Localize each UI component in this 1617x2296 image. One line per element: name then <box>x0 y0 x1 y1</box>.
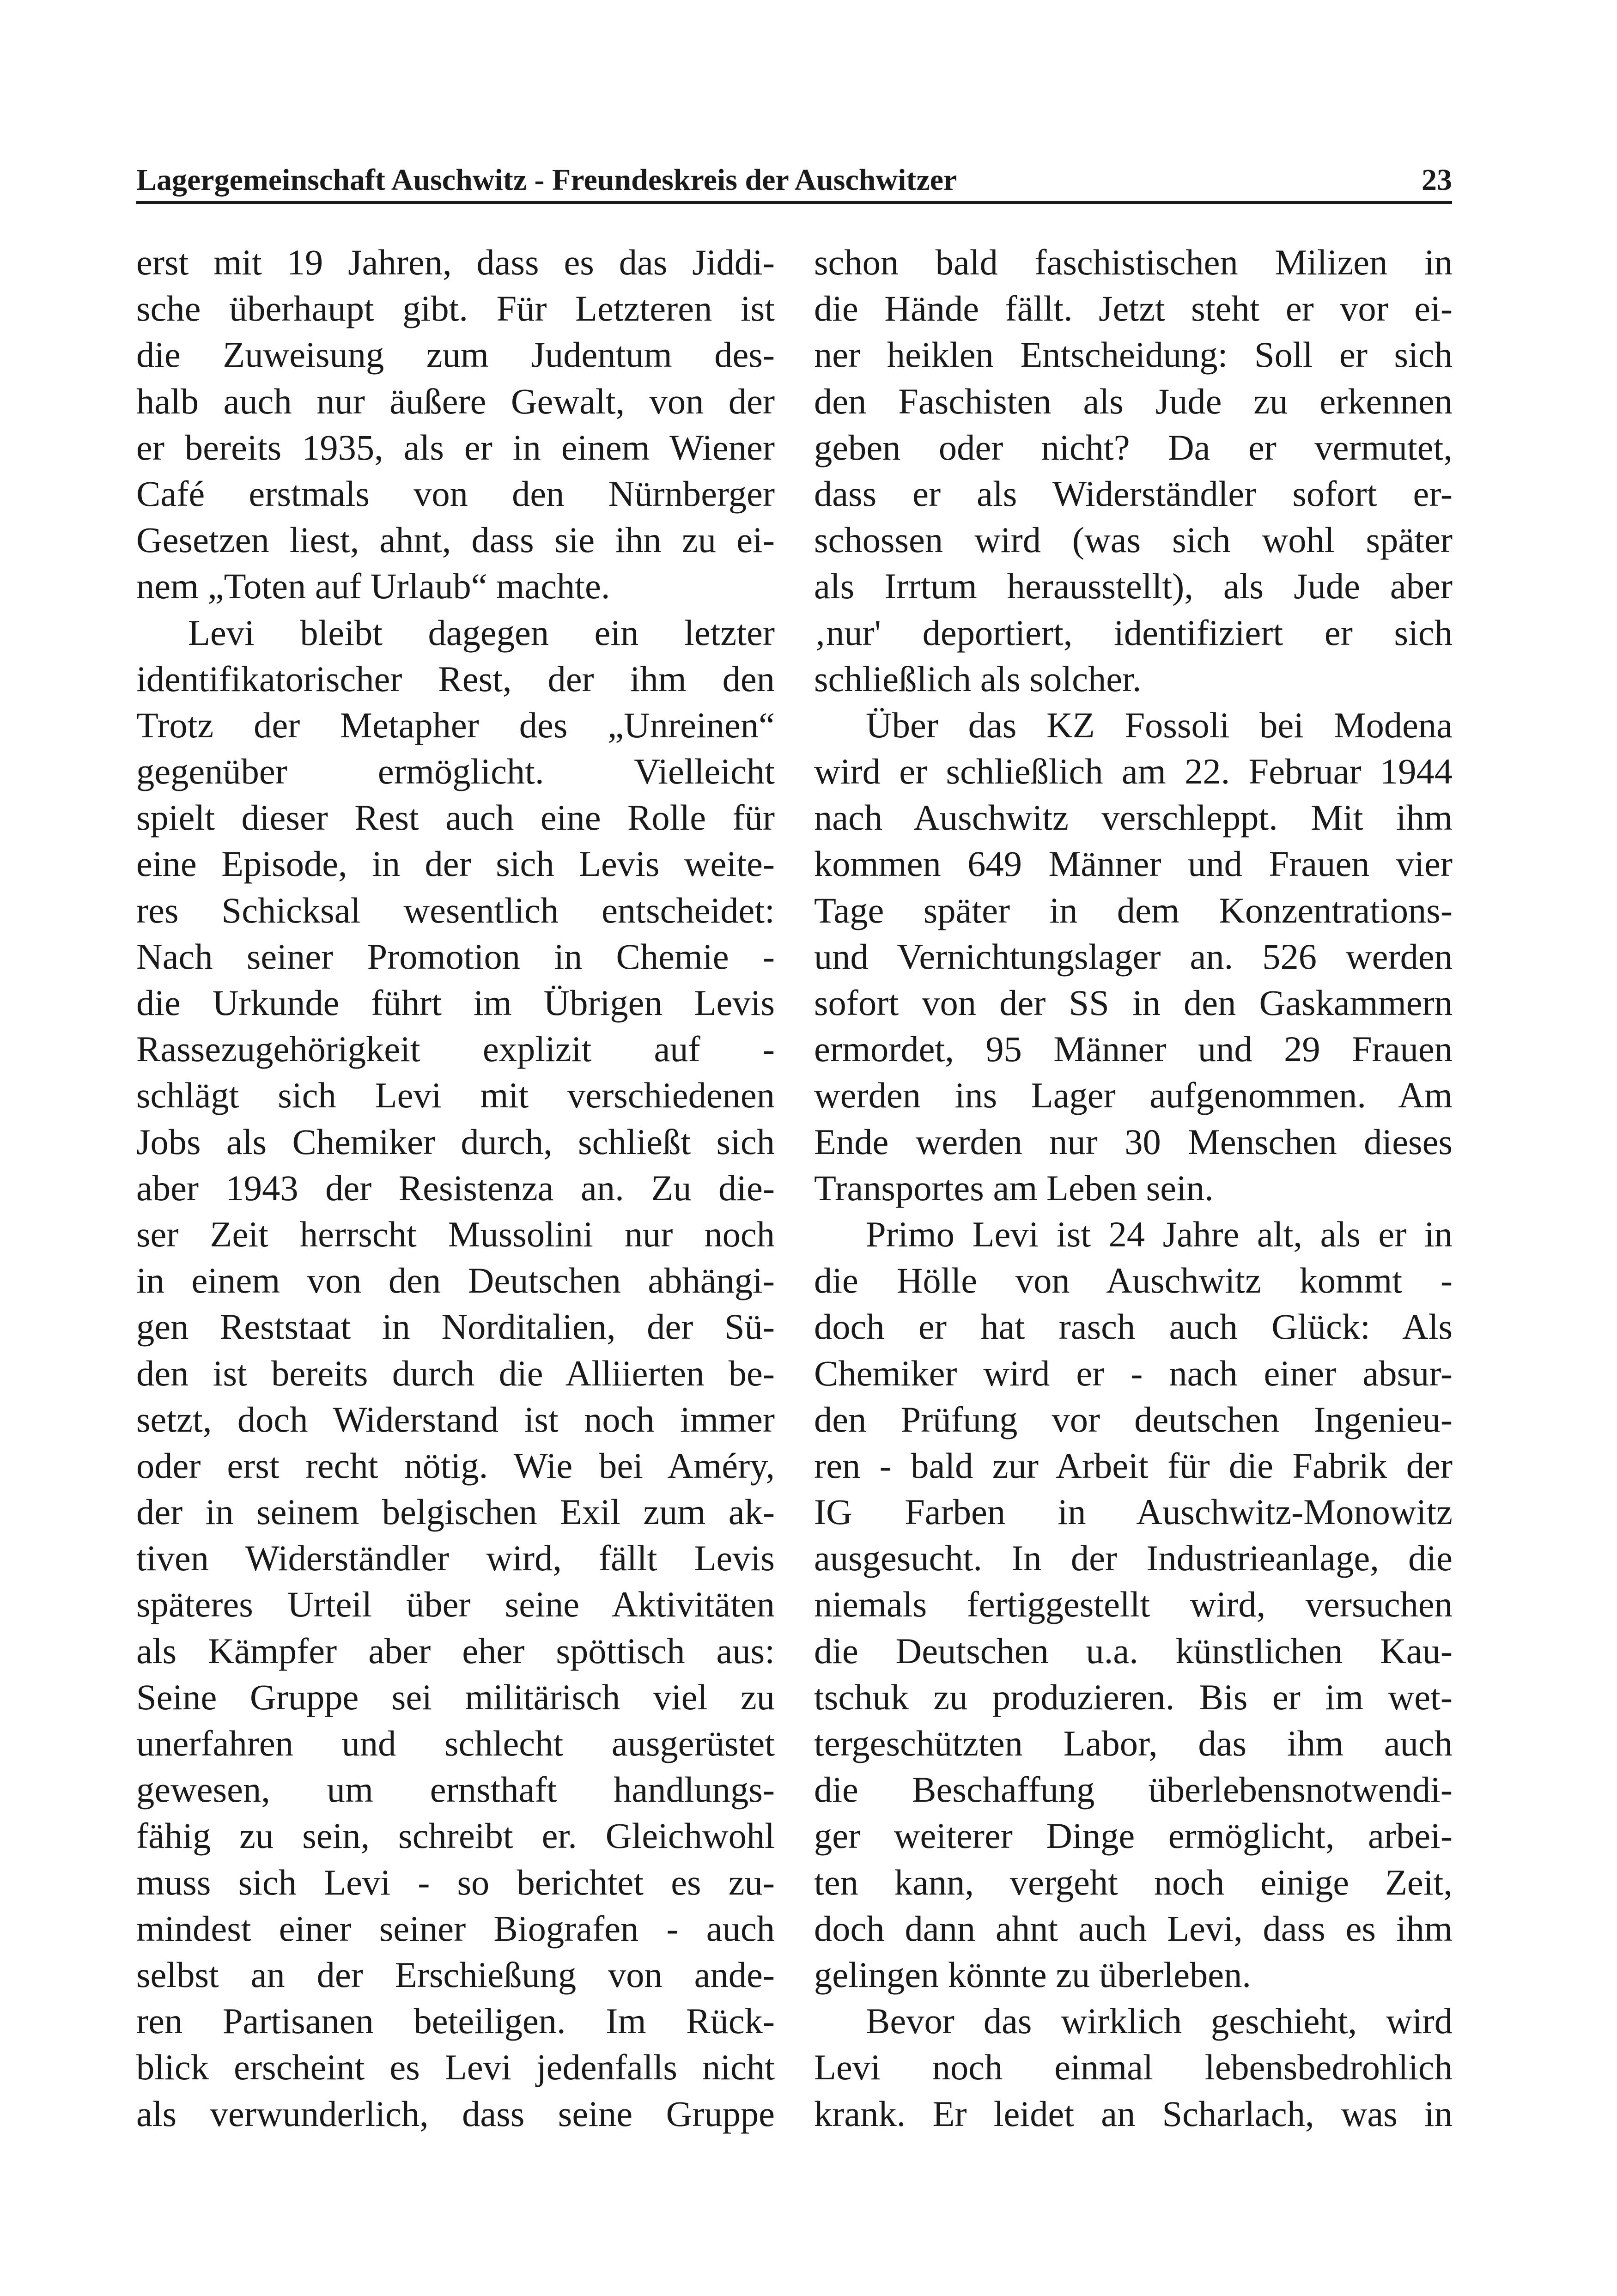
text-line: ‚nur' deportiert, identifiziert er sich <box>814 612 1453 653</box>
text-line: als Irrtum herausstellt), als Jude aber <box>814 566 1453 607</box>
text-line: sofort von der SS in den Gaskammern <box>814 983 1453 1023</box>
left-text-column <box>136 239 775 2137</box>
text-line: die Hölle von Auschwitz kommt - <box>814 1260 1453 1301</box>
text-line: Gesetzen liest, ahnt, dass sie ihn zu ei- <box>136 520 775 560</box>
text-line: den Prüfung vor deutschen Ingenieu- <box>814 1399 1453 1440</box>
text-line: Bevor das wirklich geschieht, wird <box>866 2001 1453 2041</box>
text-line: werden ins Lager aufgenommen. Am <box>814 1075 1453 1116</box>
text-line: ausgesucht. In der Industrieanlage, die <box>814 1538 1453 1579</box>
text-line: die Urkunde führt im Übrigen Levis <box>136 983 775 1023</box>
text-line: die Hände fällt. Jetzt steht er vor ei- <box>814 288 1453 329</box>
page-number: 23 <box>1422 163 1452 197</box>
text-line: in einem von den Deutschen abhängi- <box>136 1260 775 1301</box>
text-line: sche überhaupt gibt. Für Letzteren ist <box>136 288 775 329</box>
text-line: muss sich Levi - so berichtet es zu- <box>136 1862 775 1902</box>
text-line: krank. Er leidet an Scharlach, was in <box>814 2093 1453 2134</box>
text-line: Trotz der Metapher des „Unreinen“ <box>136 705 775 745</box>
text-line: ermordet, 95 Männer und 29 Frauen <box>814 1029 1453 1069</box>
text-line: nach Auschwitz verschleppt. Mit ihm <box>814 797 1453 838</box>
text-line: schlägt sich Levi mit verschiedenen <box>136 1075 775 1116</box>
text-line: Seine Gruppe sei militärisch viel zu <box>136 1676 775 1717</box>
text-line: die Beschaffung überlebensnotwendi- <box>814 1769 1453 1810</box>
text-line: gegenüber ermöglicht. Vielleicht <box>136 751 775 792</box>
text-line: dass er als Widerständler sofort er- <box>814 473 1453 514</box>
text-line: ren Partisanen beteiligen. Im Rück- <box>136 2001 775 2041</box>
text-line: der in seinem belgischen Exil zum ak- <box>136 1492 775 1532</box>
text-line: wird er schließlich am 22. Februar 1944 <box>814 751 1453 792</box>
text-line: Chemiker wird er - nach einer absur- <box>814 1353 1453 1393</box>
text-line: tschuk zu produzieren. Bis er im wet- <box>814 1676 1453 1717</box>
text-line: tiven Widerständler wird, fällt Levis <box>136 1538 775 1579</box>
text-line: ren - bald zur Arbeit für die Fabrik der <box>814 1445 1453 1486</box>
text-line: Primo Levi ist 24 Jahre alt, als er in <box>866 1214 1453 1254</box>
text-line: spielt dieser Rest auch eine Rolle für <box>136 797 775 838</box>
text-line: niemals fertiggestellt wird, versuchen <box>814 1584 1453 1625</box>
text-line: gelingen könnte zu überleben. <box>814 1954 1252 1995</box>
text-line: unerfahren und schlecht ausgerüstet <box>136 1723 775 1763</box>
text-line: blick erscheint es Levi jedenfalls nicht <box>136 2047 775 2088</box>
text-line: Nach seiner Promotion in Chemie - <box>136 936 775 977</box>
text-line: setzt, doch Widerstand ist noch immer <box>136 1399 775 1440</box>
header-title: Lagergemeinschaft Auschwitz - Freundeskreis der Auschwitzer <box>136 163 957 197</box>
text-line: aber 1943 der Resistenza an. Zu die- <box>136 1167 775 1208</box>
text-line: identifikatorischer Rest, der ihm den <box>136 658 775 699</box>
text-line: ger weiterer Dinge ermöglicht, arbei- <box>814 1816 1453 1856</box>
text-line: gen Reststaat in Norditalien, der Sü- <box>136 1306 775 1347</box>
text-line: doch dann ahnt auch Levi, dass es ihm <box>814 1908 1453 1949</box>
right-text-column <box>814 239 1453 2137</box>
text-line: ser Zeit herrscht Mussolini nur noch <box>136 1214 775 1254</box>
text-line: doch er hat rasch auch Glück: Als <box>814 1306 1453 1347</box>
text-line: oder erst recht nötig. Wie bei Améry, <box>136 1445 775 1486</box>
text-line: den ist bereits durch die Alliierten be- <box>136 1353 775 1393</box>
text-line: tergeschützten Labor, das ihm auch <box>814 1723 1453 1763</box>
text-line: den Faschisten als Jude zu erkennen <box>814 381 1453 421</box>
text-line: Rassezugehörigkeit explizit auf - <box>136 1029 775 1069</box>
text-line: kommen 649 Männer und Frauen vier <box>814 844 1453 884</box>
text-line: Café erstmals von den Nürnberger <box>136 473 775 514</box>
running-header <box>136 159 1452 204</box>
text-line: schon bald faschistischen Milizen in <box>814 242 1453 282</box>
text-line: Ende werden nur 30 Menschen dieses <box>814 1121 1453 1162</box>
text-line: erst mit 19 Jahren, dass es das Jiddi- <box>136 242 775 282</box>
text-line: Über das KZ Fossoli bei Modena <box>866 705 1453 745</box>
text-line: nem „Toten auf Urlaub“ machte. <box>136 566 610 607</box>
text-line: ten kann, vergeht noch einige Zeit, <box>814 1862 1453 1902</box>
text-line: geben oder nicht? Da er vermutet, <box>814 427 1453 468</box>
text-line: gewesen, um ernsthaft handlungs- <box>136 1769 775 1810</box>
text-line: als verwunderlich, dass seine Gruppe <box>136 2093 775 2134</box>
text-line: eine Episode, in der sich Levis weite- <box>136 844 775 884</box>
text-line: Transportes am Leben sein. <box>814 1167 1214 1208</box>
text-line: Levi bleibt dagegen ein letzter <box>188 612 775 653</box>
text-line: Levi noch einmal lebensbedrohlich <box>814 2047 1453 2088</box>
text-line: Tage später in dem Konzentrations- <box>814 890 1453 930</box>
text-line: schließlich als solcher. <box>814 658 1142 699</box>
text-line: mindest einer seiner Biografen - auch <box>136 1908 775 1949</box>
text-line: die Zuweisung zum Judentum des- <box>136 334 775 375</box>
text-line: die Deutschen u.a. künstlichen Kau- <box>814 1630 1453 1671</box>
text-line: und Vernichtungslager an. 526 werden <box>814 936 1453 977</box>
text-line: ner heiklen Entscheidung: Soll er sich <box>814 334 1453 375</box>
text-line: res Schicksal wesentlich entscheidet: <box>136 890 775 930</box>
text-line: Jobs als Chemiker durch, schließt sich <box>136 1121 775 1162</box>
text-line: halb auch nur äußere Gewalt, von der <box>136 381 775 421</box>
text-line: als Kämpfer aber eher spöttisch aus: <box>136 1630 775 1671</box>
text-line: späteres Urteil über seine Aktivitäten <box>136 1584 775 1625</box>
text-line: IG Farben in Auschwitz-Monowitz <box>814 1492 1453 1532</box>
text-line: selbst an der Erschießung von ande- <box>136 1954 775 1995</box>
text-line: schossen wird (was sich wohl später <box>814 520 1453 560</box>
text-line: er bereits 1935, als er in einem Wiener <box>136 427 775 468</box>
text-line: fähig zu sein, schreibt er. Gleichwohl <box>136 1816 775 1856</box>
